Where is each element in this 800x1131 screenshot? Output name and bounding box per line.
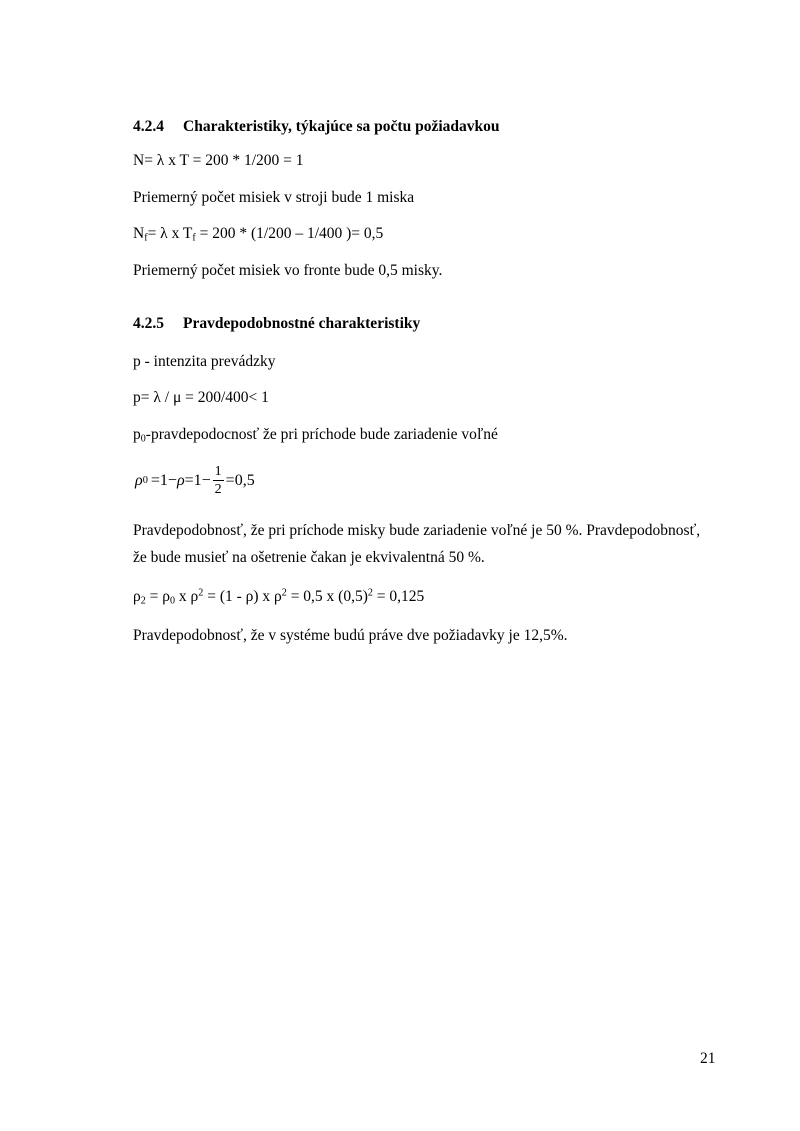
eq-rho2-a: = ρ [145,588,171,605]
fraction-numerator: 1 [214,464,222,479]
eq-rho2-b: x ρ [175,588,199,605]
text-p-definition: p - intenzita prevádzky [133,353,276,370]
eq-rho2-sup2: 2 [281,587,287,599]
eq-nf-mid: = λ x T [147,225,193,242]
formula-result: =0,5 [225,472,255,489]
section-heading-4-2-4 [133,119,500,135]
text-p0-sub: 0 [140,433,146,445]
eq-rho2-e: = 0,125 [372,588,425,605]
eq-rho2-d: = 0,5 x (0,5) [286,588,368,605]
section-heading-4-2-5 [133,316,420,332]
equation-nf [133,226,383,242]
formula-part2: =1− [184,472,211,489]
section-number: 4.2.4 [133,118,164,135]
formula-rho: ρ [135,472,143,489]
text-avg-machine: Priemerný počet misiek v stroji bude 1 miska [133,189,415,206]
paragraph-prob-line1: Pravdepodobnosť, že pri príchode misky bude zariadenie voľné je 50 %. Pravdepodobnosť, [133,522,701,539]
section-number: 4.2.5 [133,315,164,332]
formula-rho0: ρ 0 =1− ρ =1− $\frac{1}{2}$ =0,5 [135,464,255,497]
text-final: Pravdepodobnosť, že v systéme budú práve dve požiadavky je 12,5%. [133,627,568,644]
formula-rho2: ρ [176,472,185,489]
page-number: 21 [700,1050,716,1067]
text-p0-p: p [133,426,141,443]
eq-rho2-sup3: 2 [367,587,373,599]
fraction-denominator: 2 [214,482,222,497]
equation-rho2 [133,589,424,605]
eq-rho2-sub2: 2 [140,595,146,607]
eq-rho2-rho: ρ [133,588,141,605]
eq-rho2-c: = (1 - ρ) x ρ [203,588,282,605]
eq-rho2-sup1: 2 [198,587,204,599]
eq-nf-rhs: = 200 * (1/200 – 1/400 )= 0,5 [195,225,384,242]
paragraph-prob-line2: že bude musieť na ošetrenie čakan je ekvivalentná 50 %. [133,549,485,566]
section-title: Charakteristiky, týkajúce sa počtu požiadavkou [183,118,500,135]
eq-nf-n: N [133,225,145,242]
equation-n: N= λ x T = 200 * 1/200 = 1 [133,152,304,169]
section-title: Pravdepodobnostné charakteristiky [183,315,421,332]
formula-fraction [213,465,224,497]
text-p0 [133,427,498,443]
eq-nf-n-sub: f [144,232,148,244]
equation-p: p= λ / μ = 200/400< 1 [133,389,269,406]
eq-nf-t-sub: f [192,232,196,244]
text-avg-queue: Priemerný počet misiek vo fronte bude 0,5 misky. [133,262,443,279]
text-p0-rest: -pravdepodocnosť že pri príchode bude zariadenie voľné [145,426,498,443]
formula-part1: =1− [150,472,177,489]
eq-rho2-sub0: 0 [170,595,176,607]
